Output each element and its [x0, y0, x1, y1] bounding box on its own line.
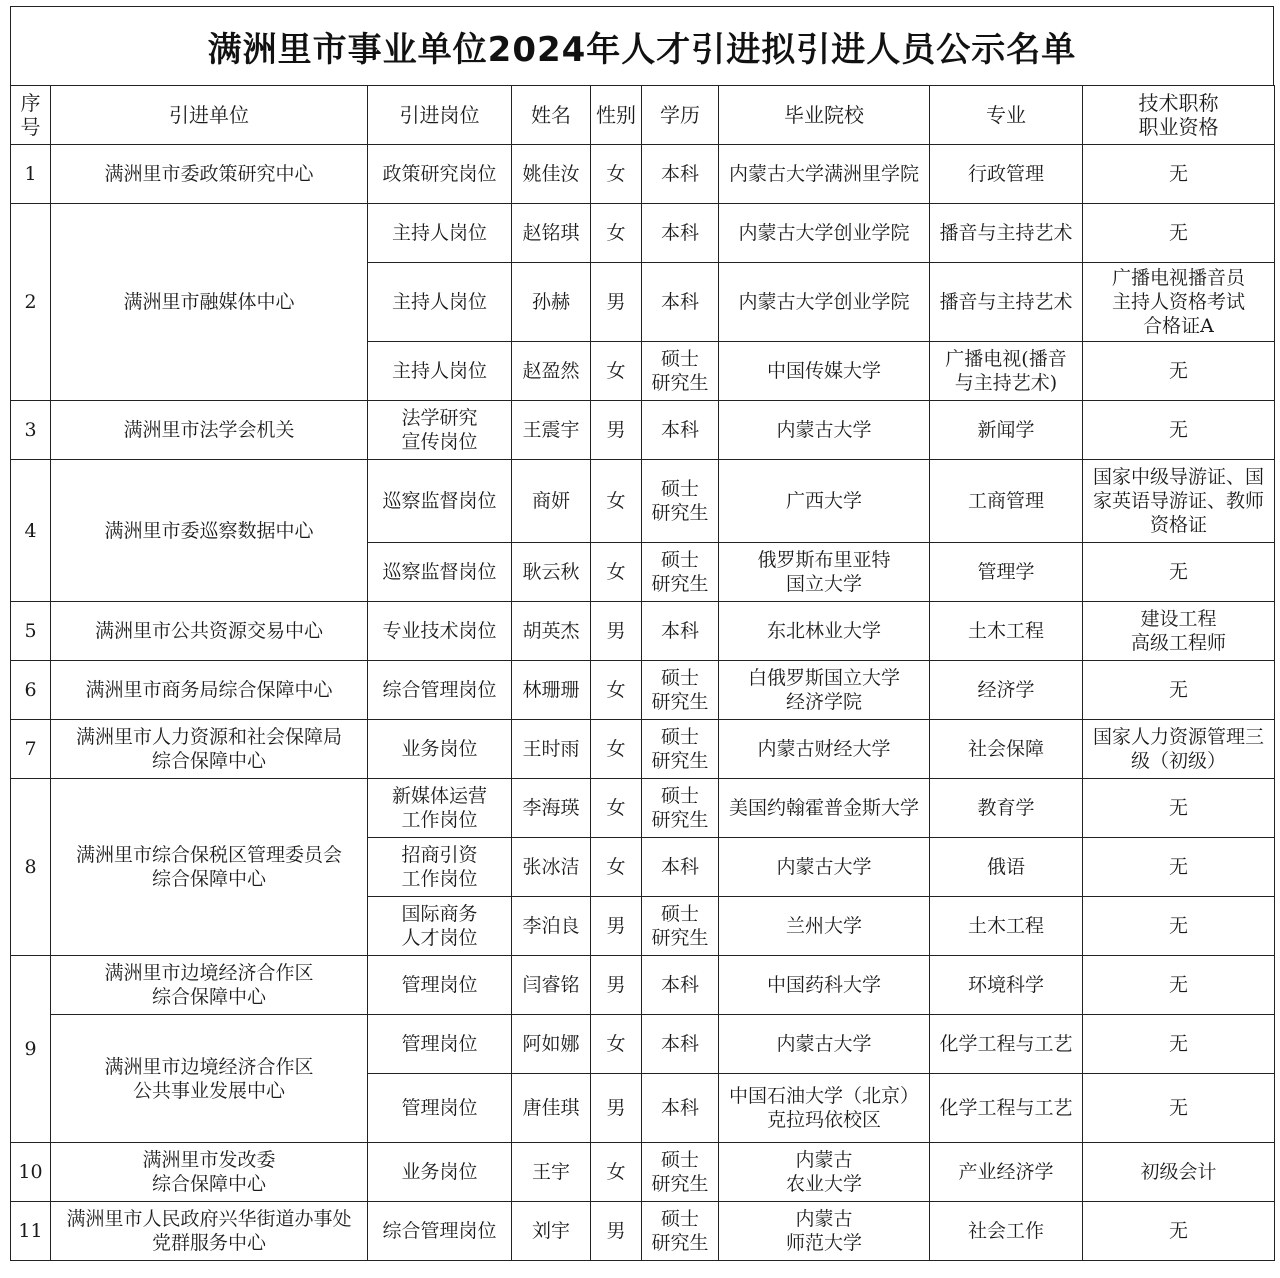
post-cell: 综合管理岗位: [368, 1202, 512, 1261]
table-row: [11, 145, 1275, 204]
major-cell: 化学工程与工艺: [930, 1074, 1083, 1143]
post-cell: 业务岗位: [368, 720, 512, 779]
major-cell: 俄语: [930, 838, 1083, 897]
seq-cell: 9: [11, 956, 51, 1143]
post-cell: 主持人岗位: [368, 204, 512, 263]
certificate-cell: 初级会计: [1083, 1143, 1275, 1202]
name-cell: 李海瑛: [512, 779, 591, 838]
gender-cell: 男: [591, 602, 642, 661]
certificate-cell: 无: [1083, 897, 1275, 956]
header-seq: 序 号: [11, 86, 51, 145]
name-cell: 刘宇: [512, 1202, 591, 1261]
gender-cell: 女: [591, 661, 642, 720]
gender-cell: 女: [591, 1015, 642, 1074]
unit-cell: 满洲里市委政策研究中心: [51, 145, 368, 204]
unit-cell: 满洲里市融媒体中心: [51, 204, 368, 401]
post-cell: 主持人岗位: [368, 342, 512, 401]
unit-cell: 满洲里市边境经济合作区 公共事业发展中心: [51, 1015, 368, 1143]
name-cell: 唐佳琪: [512, 1074, 591, 1143]
gender-cell: 男: [591, 1202, 642, 1261]
header-gender: 性别: [591, 86, 642, 145]
major-cell: 新闻学: [930, 401, 1083, 460]
certificate-cell: 国家人力资源管理三 级（初级）: [1083, 720, 1275, 779]
major-cell: 教育学: [930, 779, 1083, 838]
name-cell: 王震宇: [512, 401, 591, 460]
certificate-cell: 无: [1083, 1074, 1275, 1143]
gender-cell: 男: [591, 956, 642, 1015]
school-cell: 内蒙古大学: [719, 401, 930, 460]
certificate-cell: 无: [1083, 956, 1275, 1015]
page-title: 满洲里市事业单位2024年人才引进拟引进人员公示名单: [10, 6, 1274, 85]
education-cell: 本科: [642, 401, 719, 460]
unit-cell: 满洲里市人民政府兴华街道办事处 党群服务中心: [51, 1202, 368, 1261]
name-cell: 姚佳汝: [512, 145, 591, 204]
major-cell: 环境科学: [930, 956, 1083, 1015]
table-row: [11, 1202, 1275, 1261]
gender-cell: 女: [591, 204, 642, 263]
name-cell: 王时雨: [512, 720, 591, 779]
certificate-cell: 无: [1083, 779, 1275, 838]
header-row: [11, 86, 1275, 145]
unit-cell: 满洲里市人力资源和社会保障局 综合保障中心: [51, 720, 368, 779]
education-cell: 本科: [642, 956, 719, 1015]
certificate-cell: 无: [1083, 204, 1275, 263]
seq-cell: 5: [11, 602, 51, 661]
header-unit: 引进单位: [51, 86, 368, 145]
gender-cell: 女: [591, 838, 642, 897]
school-cell: 内蒙古 师范大学: [719, 1202, 930, 1261]
post-cell: 政策研究岗位: [368, 145, 512, 204]
post-cell: 国际商务 人才岗位: [368, 897, 512, 956]
name-cell: 赵盈然: [512, 342, 591, 401]
post-cell: 新媒体运营 工作岗位: [368, 779, 512, 838]
certificate-cell: 无: [1083, 401, 1275, 460]
name-cell: 耿云秋: [512, 543, 591, 602]
gender-cell: 女: [591, 342, 642, 401]
major-cell: 播音与主持艺术: [930, 204, 1083, 263]
school-cell: 内蒙古财经大学: [719, 720, 930, 779]
school-cell: 内蒙古大学: [719, 838, 930, 897]
name-cell: 孙赫: [512, 263, 591, 342]
major-cell: 产业经济学: [930, 1143, 1083, 1202]
seq-cell: 2: [11, 204, 51, 401]
post-cell: 法学研究 宣传岗位: [368, 401, 512, 460]
certificate-cell: 广播电视播音员 主持人资格考试 合格证A: [1083, 263, 1275, 342]
major-cell: 管理学: [930, 543, 1083, 602]
seq-cell: 4: [11, 460, 51, 602]
header-education: 学历: [642, 86, 719, 145]
table-row: [11, 956, 1275, 1015]
gender-cell: 女: [591, 720, 642, 779]
seq-cell: 3: [11, 401, 51, 460]
post-cell: 业务岗位: [368, 1143, 512, 1202]
header-major: 专业: [930, 86, 1083, 145]
school-cell: 广西大学: [719, 460, 930, 543]
certificate-cell: 建设工程 高级工程师: [1083, 602, 1275, 661]
major-cell: 工商管理: [930, 460, 1083, 543]
school-cell: 兰州大学: [719, 897, 930, 956]
major-cell: 经济学: [930, 661, 1083, 720]
name-cell: 王宇: [512, 1143, 591, 1202]
major-cell: 土木工程: [930, 897, 1083, 956]
school-cell: 中国石油大学（北京） 克拉玛依校区: [719, 1074, 930, 1143]
seq-cell: 7: [11, 720, 51, 779]
education-cell: 本科: [642, 838, 719, 897]
document-page: [10, 6, 1274, 1261]
post-cell: 专业技术岗位: [368, 602, 512, 661]
header-certificate: 技术职称 职业资格: [1083, 86, 1275, 145]
education-cell: 本科: [642, 204, 719, 263]
table-row: [11, 460, 1275, 543]
table-row: [11, 401, 1275, 460]
school-cell: 中国传媒大学: [719, 342, 930, 401]
unit-cell: 满洲里市公共资源交易中心: [51, 602, 368, 661]
major-cell: 土木工程: [930, 602, 1083, 661]
certificate-cell: 无: [1083, 661, 1275, 720]
header-school: 毕业院校: [719, 86, 930, 145]
major-cell: 社会保障: [930, 720, 1083, 779]
school-cell: 内蒙古大学: [719, 1015, 930, 1074]
gender-cell: 男: [591, 263, 642, 342]
major-cell: 化学工程与工艺: [930, 1015, 1083, 1074]
seq-cell: 8: [11, 779, 51, 956]
table-row: [11, 661, 1275, 720]
education-cell: 硕士 研究生: [642, 779, 719, 838]
gender-cell: 男: [591, 897, 642, 956]
post-cell: 管理岗位: [368, 1015, 512, 1074]
gender-cell: 女: [591, 460, 642, 543]
school-cell: 东北林业大学: [719, 602, 930, 661]
table-row: [11, 1143, 1275, 1202]
school-cell: 白俄罗斯国立大学 经济学院: [719, 661, 930, 720]
school-cell: 内蒙古大学创业学院: [719, 263, 930, 342]
education-cell: 硕士 研究生: [642, 342, 719, 401]
table-row: [11, 1015, 1275, 1074]
unit-cell: 满洲里市边境经济合作区 综合保障中心: [51, 956, 368, 1015]
school-cell: 内蒙古大学创业学院: [719, 204, 930, 263]
education-cell: 硕士 研究生: [642, 720, 719, 779]
certificate-cell: 无: [1083, 838, 1275, 897]
education-cell: 硕士 研究生: [642, 897, 719, 956]
name-cell: 闫睿铭: [512, 956, 591, 1015]
name-cell: 林珊珊: [512, 661, 591, 720]
name-cell: 李泊良: [512, 897, 591, 956]
name-cell: 商妍: [512, 460, 591, 543]
name-cell: 张冰洁: [512, 838, 591, 897]
seq-cell: 11: [11, 1202, 51, 1261]
school-cell: 俄罗斯布里亚特 国立大学: [719, 543, 930, 602]
education-cell: 硕士 研究生: [642, 1143, 719, 1202]
school-cell: 中国药科大学: [719, 956, 930, 1015]
name-cell: 阿如娜: [512, 1015, 591, 1074]
certificate-cell: 无: [1083, 342, 1275, 401]
certificate-cell: 无: [1083, 145, 1275, 204]
major-cell: 社会工作: [930, 1202, 1083, 1261]
education-cell: 硕士 研究生: [642, 661, 719, 720]
header-post: 引进岗位: [368, 86, 512, 145]
unit-cell: 满洲里市综合保税区管理委员会 综合保障中心: [51, 779, 368, 956]
certificate-cell: 无: [1083, 1202, 1275, 1261]
education-cell: 硕士 研究生: [642, 460, 719, 543]
education-cell: 本科: [642, 1015, 719, 1074]
post-cell: 巡察监督岗位: [368, 460, 512, 543]
seq-cell: 6: [11, 661, 51, 720]
education-cell: 本科: [642, 263, 719, 342]
header-name: 姓名: [512, 86, 591, 145]
table-row: [11, 720, 1275, 779]
education-cell: 本科: [642, 602, 719, 661]
gender-cell: 男: [591, 401, 642, 460]
gender-cell: 女: [591, 779, 642, 838]
major-cell: 播音与主持艺术: [930, 263, 1083, 342]
post-cell: 管理岗位: [368, 956, 512, 1015]
school-cell: 内蒙古大学满洲里学院: [719, 145, 930, 204]
unit-cell: 满洲里市法学会机关: [51, 401, 368, 460]
table-row: [11, 204, 1275, 263]
gender-cell: 女: [591, 145, 642, 204]
name-cell: 胡英杰: [512, 602, 591, 661]
post-cell: 巡察监督岗位: [368, 543, 512, 602]
post-cell: 招商引资 工作岗位: [368, 838, 512, 897]
seq-cell: 10: [11, 1143, 51, 1202]
gender-cell: 男: [591, 1074, 642, 1143]
name-cell: 赵铭琪: [512, 204, 591, 263]
table-body: [11, 145, 1275, 1261]
education-cell: 本科: [642, 1074, 719, 1143]
unit-cell: 满洲里市委巡察数据中心: [51, 460, 368, 602]
certificate-cell: 无: [1083, 543, 1275, 602]
post-cell: 综合管理岗位: [368, 661, 512, 720]
personnel-table: [10, 85, 1275, 1261]
school-cell: 内蒙古 农业大学: [719, 1143, 930, 1202]
gender-cell: 女: [591, 1143, 642, 1202]
post-cell: 管理岗位: [368, 1074, 512, 1143]
education-cell: 本科: [642, 145, 719, 204]
unit-cell: 满洲里市商务局综合保障中心: [51, 661, 368, 720]
table-row: [11, 779, 1275, 838]
seq-cell: 1: [11, 145, 51, 204]
certificate-cell: 国家中级导游证、国 家英语导游证、教师 资格证: [1083, 460, 1275, 543]
school-cell: 美国约翰霍普金斯大学: [719, 779, 930, 838]
education-cell: 硕士 研究生: [642, 1202, 719, 1261]
certificate-cell: 无: [1083, 1015, 1275, 1074]
education-cell: 硕士 研究生: [642, 543, 719, 602]
post-cell: 主持人岗位: [368, 263, 512, 342]
unit-cell: 满洲里市发改委 综合保障中心: [51, 1143, 368, 1202]
table-row: [11, 602, 1275, 661]
gender-cell: 女: [591, 543, 642, 602]
major-cell: 广播电视(播音 与主持艺术): [930, 342, 1083, 401]
major-cell: 行政管理: [930, 145, 1083, 204]
